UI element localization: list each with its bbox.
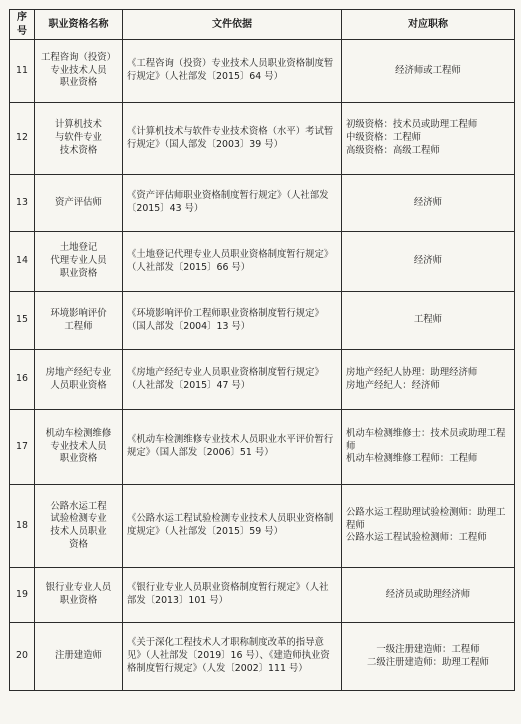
corresponding-title (342, 410, 515, 485)
qualification-name (35, 292, 123, 350)
qualification-name-line: 专业技术人员 (50, 440, 107, 452)
corresponding-title (342, 175, 515, 232)
table-row (10, 175, 515, 232)
qualification-name-line: 专业技术人员 (50, 64, 107, 76)
document-basis: 《关于深化工程技术人才职称制度改革的指导意见》（人社部发〔2019〕16 号）、《建造师执业资格制度暂行规定》（人发〔2002〕111 号） (123, 623, 342, 691)
corresponding-title (342, 623, 515, 691)
corresponding-title-line: 机动车检测维修工程师：工程师 (346, 453, 478, 465)
table-row (10, 103, 515, 175)
qualification-name-line: 代理专业人员 (50, 255, 107, 267)
document-basis: 《资产评估师职业资格制度暂行规定》（人社部发〔2015〕43 号） (123, 175, 342, 232)
corresponding-title-line: 高级资格：高级工程师 (346, 144, 440, 156)
table-row (10, 292, 515, 350)
corresponding-title (342, 350, 515, 410)
qualification-name-line: 人员职业资格 (50, 379, 107, 391)
row-number: 15 (10, 292, 35, 350)
qualification-name-line: 资格 (69, 538, 88, 550)
qualification-name (35, 623, 123, 691)
table-row (10, 40, 515, 103)
qualification-name (35, 568, 123, 623)
corresponding-title-line: 房地产经纪人：经济师 (346, 379, 440, 391)
row-number: 20 (10, 623, 35, 691)
header-name: 职业资格名称 (35, 10, 123, 40)
qualification-name-line: 与软件专业 (55, 132, 102, 144)
qualification-name (35, 175, 123, 232)
qualification-name-line: 银行业专业人员 (45, 582, 112, 594)
qualification-name (35, 40, 123, 103)
row-number: 16 (10, 350, 35, 410)
corresponding-title (342, 568, 515, 623)
qualification-name-line: 注册建造师 (55, 650, 102, 662)
corresponding-title-line: 公路水运工程助理试验检测师：助理工程师 (346, 506, 506, 531)
table-header-row (10, 10, 515, 40)
document-basis: 《计算机技术与软件专业技术资格（水平）考试暂行规定》（国人部发〔2003〕39 号） (123, 103, 342, 175)
qualification-table (9, 9, 515, 691)
corresponding-title-line: 经济师 (413, 255, 443, 267)
document-basis: 《工程咨询（投资）专业技术人员职业资格制度暂行规定》（人社部发〔2015〕64 号） (123, 40, 342, 103)
qualification-name (35, 103, 123, 175)
qualification-name-line: 职业资格 (59, 77, 98, 89)
corresponding-title-line: 中级资格：工程师 (346, 132, 422, 144)
qualification-name-line: 环境影响评价 (50, 307, 107, 319)
qualification-name (35, 485, 123, 568)
corresponding-title (342, 40, 515, 103)
corresponding-title-line: 初级资格：技术员或助理工程师 (346, 119, 478, 131)
document-basis: 《房地产经纪专业人员职业资格制度暂行规定》（人社部发〔2015〕47 号） (123, 350, 342, 410)
qualification-name-line: 资产评估师 (55, 196, 102, 208)
qualification-name-line: 公路水运工程 (50, 500, 107, 512)
qualification-name-line: 房地产经纪专业 (45, 366, 112, 378)
qualification-name-line: 机动车检测维修 (45, 427, 112, 439)
corresponding-title (342, 232, 515, 292)
table-row (10, 410, 515, 485)
corresponding-title-line: 工程师 (413, 314, 443, 326)
header-basis: 文件依据 (123, 10, 342, 40)
document-basis: 《银行业专业人员职业资格制度暂行规定》（人社部发〔2013〕101 号） (123, 568, 342, 623)
qualification-name (35, 410, 123, 485)
row-number: 13 (10, 175, 35, 232)
qualification-name-line: 工程师 (64, 320, 93, 332)
row-number: 18 (10, 485, 35, 568)
row-number: 12 (10, 103, 35, 175)
corresponding-title (342, 292, 515, 350)
table-row (10, 568, 515, 623)
corresponding-title-line: 经济师或工程师 (395, 64, 461, 76)
table-row (10, 350, 515, 410)
table-row (10, 485, 515, 568)
row-number: 17 (10, 410, 35, 485)
qualification-name-line: 职业资格 (59, 267, 98, 279)
table-row (10, 232, 515, 292)
document-basis: 《公路水运工程试验检测专业技术人员职业资格制度规定》（人社部发〔2015〕59 号） (123, 485, 342, 568)
corresponding-title (342, 485, 515, 568)
qualification-name-line: 土地登记 (59, 242, 98, 254)
qualification-name (35, 232, 123, 292)
corresponding-title (342, 103, 515, 175)
corresponding-title-line: 经济师 (413, 196, 443, 208)
qualification-name-line: 职业资格 (59, 453, 98, 465)
table-body (10, 40, 515, 691)
row-number: 14 (10, 232, 35, 292)
corresponding-title-line: 一级注册建造师：工程师 (376, 643, 480, 655)
qualification-name-line: 技术资格 (59, 144, 98, 156)
corresponding-title-line: 公路水运工程试验检测师：工程师 (346, 532, 487, 544)
qualification-name-line: 试验检测专业 (50, 513, 107, 525)
row-number: 19 (10, 568, 35, 623)
qualification-name-line: 职业资格 (59, 595, 98, 606)
qualification-name-line: 技术人员职业 (50, 526, 107, 537)
document-basis: 《机动车检测维修专业技术人员职业水平评价暂行规定》（国人部发〔2006〕51 号） (123, 410, 342, 485)
corresponding-title-line: 机动车检测维修士：技术员或助理工程师 (346, 427, 506, 452)
corresponding-title-line: 二级注册建造师：助理工程师 (367, 656, 489, 668)
qualification-name-line: 计算机技术 (55, 119, 102, 131)
header-title: 对应职称 (342, 10, 515, 40)
corresponding-title-line: 经济员或助理经济师 (385, 588, 471, 600)
header-no: 序号 (10, 10, 35, 40)
row-number: 11 (10, 40, 35, 103)
document-basis: 《环境影响评价工程师职业资格制度暂行规定》（国人部发〔2004〕13 号） (123, 292, 342, 350)
qualification-name (35, 350, 123, 410)
qualification-name-line: 工程咨询（投资） (40, 51, 116, 63)
corresponding-title-line: 房地产经纪人协理：助理经济师 (346, 366, 478, 378)
document-basis: 《土地登记代理专业人员职业资格制度暂行规定》（人社部发〔2015〕66 号） (123, 232, 342, 292)
table-row (10, 623, 515, 691)
